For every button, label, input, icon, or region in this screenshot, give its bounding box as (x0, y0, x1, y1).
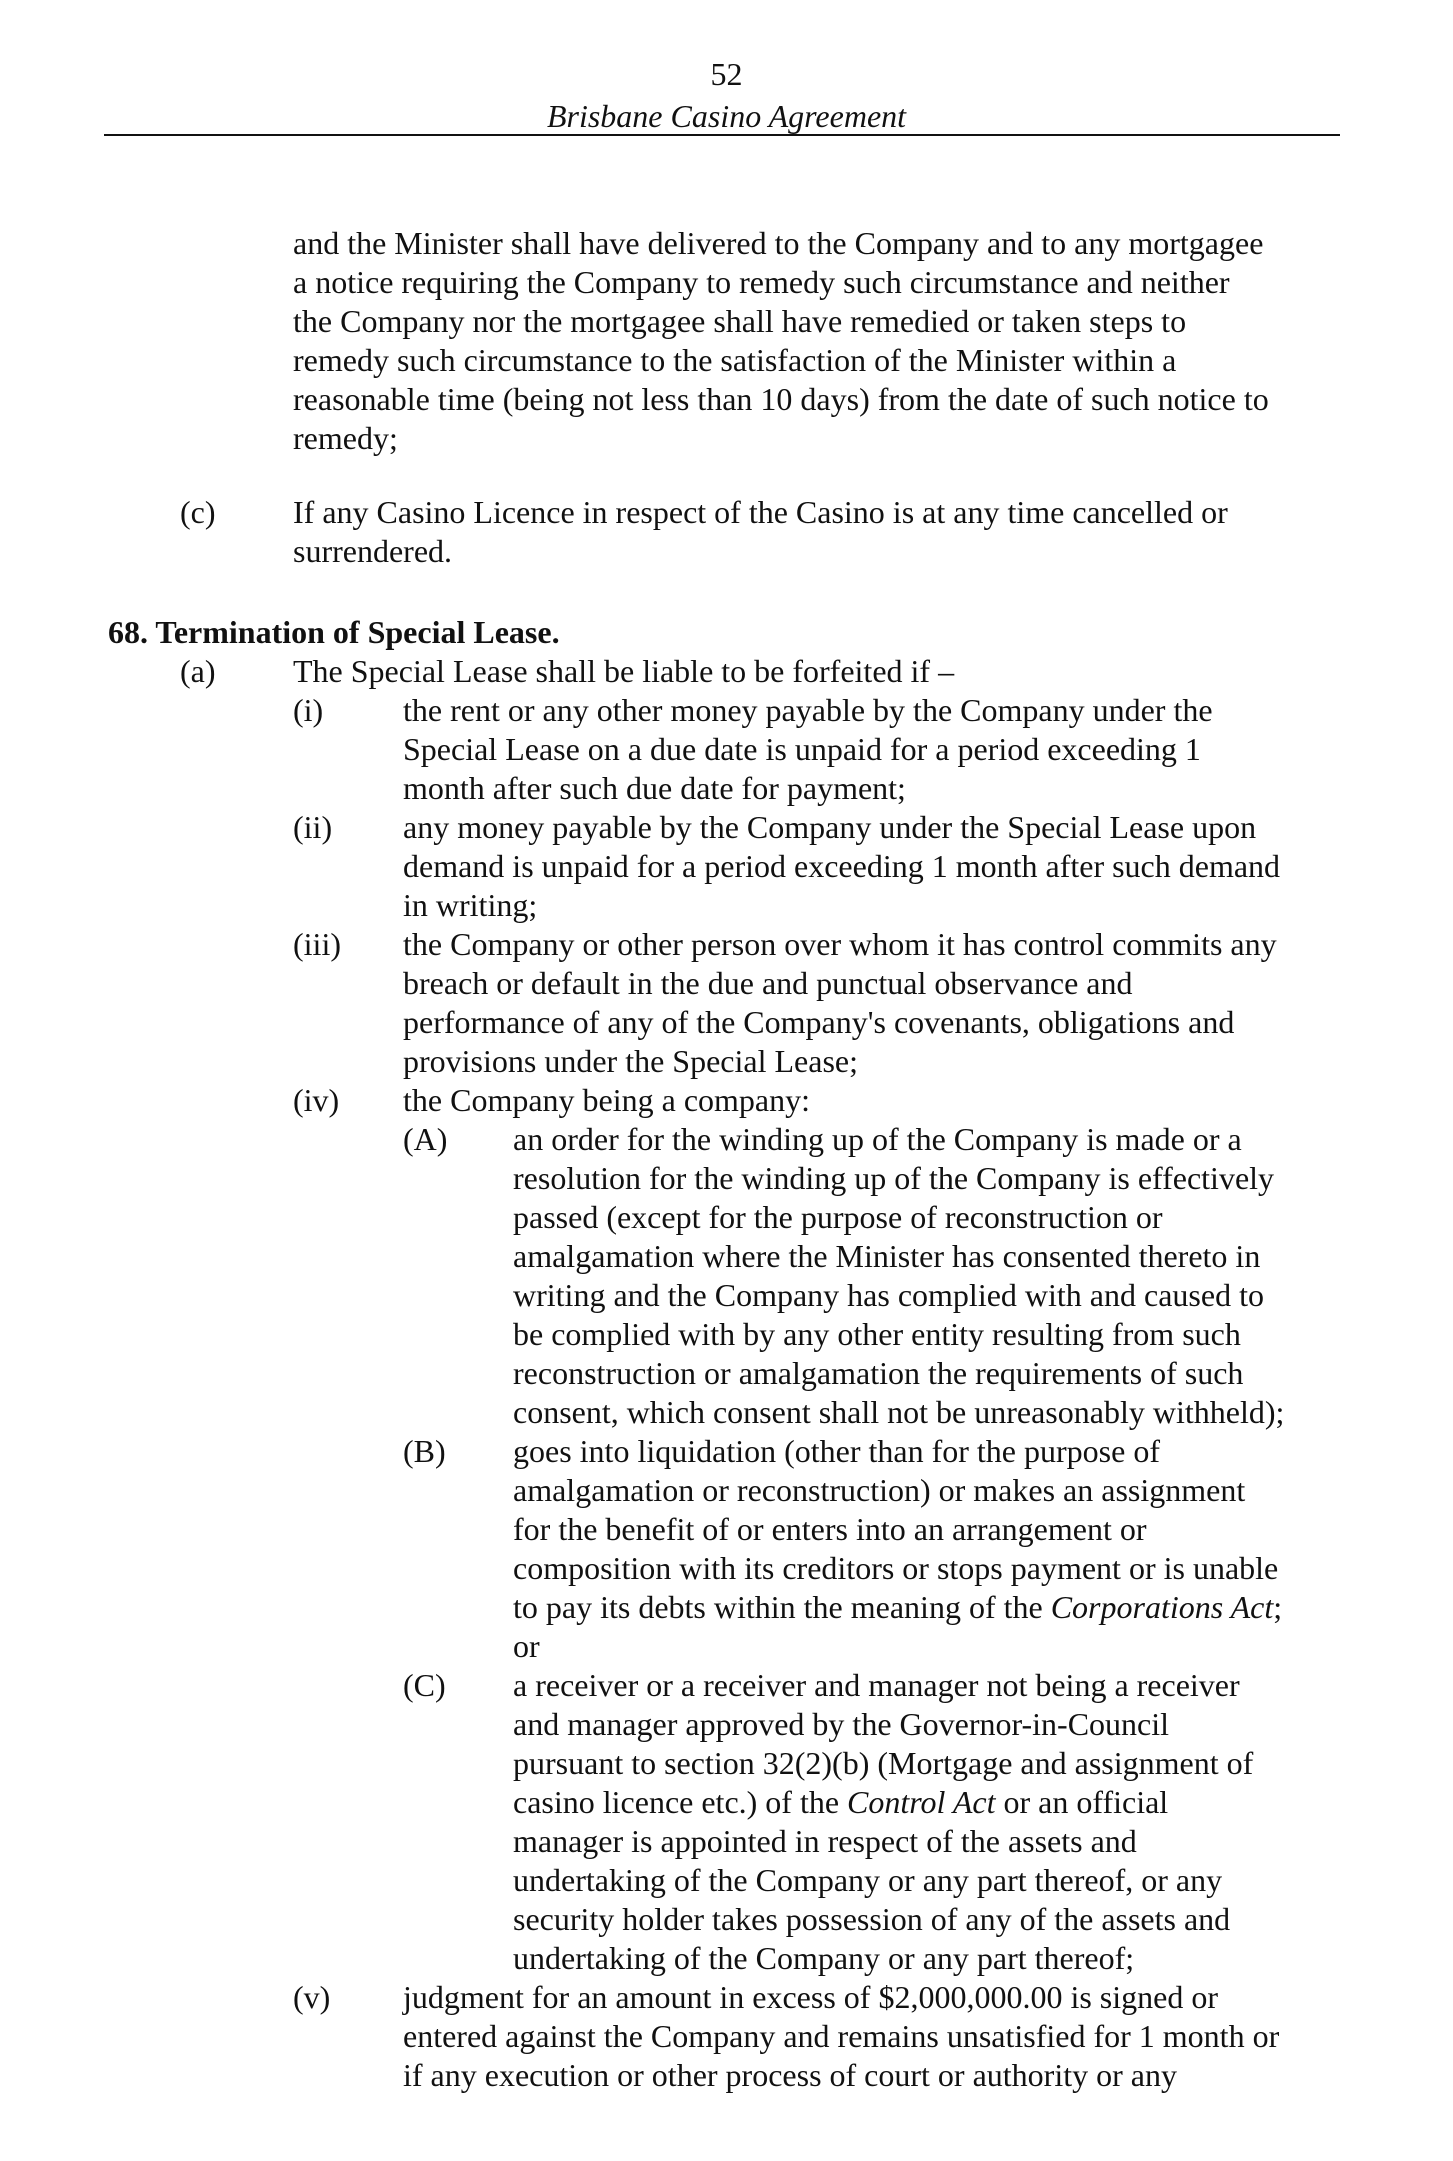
item-iii-label: (iii) (293, 926, 341, 962)
text-line: pursuant to section 32(2)(b) (Mortgage and assignment of (513, 1745, 1254, 1781)
subitem-a-text (513, 1120, 1284, 1432)
text-line: undertaking of the Company or any part thereof, or any (513, 1862, 1223, 1898)
text-line: undertaking of the Company or any part thereof; (513, 1940, 1135, 1976)
subitem-b-text (513, 1432, 1282, 1666)
text-line: month after such due date for payment; (403, 770, 906, 806)
page-number: 52 (710, 56, 743, 92)
text-line: and manager approved by the Governor-in-Council (513, 1706, 1170, 1742)
text-line: reasonable time (being not less than 10 days) from the date of such notice to (293, 381, 1269, 417)
text-line: the Company being a company: (403, 1082, 811, 1118)
text-line: judgment for an amount in excess of $2,000,000.00 is signed or (403, 1979, 1218, 2015)
text-line: provisions under the Special Lease; (403, 1043, 858, 1079)
clause-c-text (293, 493, 1228, 571)
text-line: If any Casino Licence in respect of the Casino is at any time cancelled or (293, 494, 1228, 530)
item-i-text (403, 691, 1213, 808)
act-name: Corporations Act (1050, 1589, 1274, 1625)
item-iv-text (403, 1081, 810, 1120)
text-line: or (513, 1628, 540, 1664)
header-divider (104, 134, 1340, 136)
clause-a-label: (a) (180, 653, 216, 689)
item-v-label: (v) (293, 1979, 331, 2015)
section-heading: 68. Termination of Special Lease. (108, 614, 560, 650)
text-line: entered against the Company and remains unsatisfied for 1 month or (403, 2018, 1280, 2054)
text-line: writing and the Company has complied with and caused to (513, 1277, 1264, 1313)
text-segment: to pay its debts within the meaning of the (513, 1589, 1051, 1625)
clause-c-label: (c) (180, 494, 216, 530)
item-iii-text (403, 925, 1277, 1081)
text-line: passed (except for the purpose of reconstruction or (513, 1199, 1163, 1235)
text-line: security holder takes possession of any of the assets and (513, 1901, 1231, 1937)
subitem-b-label: (B) (403, 1433, 446, 1469)
text-line: any money payable by the Company under the Special Lease upon (403, 809, 1257, 845)
text-line: and the Minister shall have delivered to the Company and to any mortgagee (293, 225, 1264, 261)
text-line: the rent or any other money payable by the Company under the (403, 692, 1213, 728)
text-line: goes into liquidation (other than for the purpose of (513, 1433, 1160, 1469)
text-line: be complied with by any other entity resulting from such (513, 1316, 1241, 1352)
text-line: a receiver or a receiver and manager not being a receiver (513, 1667, 1240, 1703)
text-line: surrendered. (293, 533, 453, 569)
text-line: remedy such circumstance to the satisfaction of the Minister within a (293, 342, 1177, 378)
text-line (513, 1783, 1253, 1822)
text-line: for the benefit of or enters into an arrangement or (513, 1511, 1147, 1547)
text-line: consent, which consent shall not be unreasonably withheld); (513, 1394, 1285, 1430)
item-i-label: (i) (293, 692, 324, 728)
text-segment: or an official (995, 1784, 1169, 1820)
text-line: performance of any of the Company's covenants, obligations and (403, 1004, 1235, 1040)
text-line: amalgamation where the Minister has consented thereto in (513, 1238, 1261, 1274)
subitem-c-label: (C) (403, 1667, 446, 1703)
text-line: amalgamation or reconstruction) or makes an assignment (513, 1472, 1246, 1508)
text-line: manager is appointed in respect of the assets and (513, 1823, 1137, 1859)
text-line: an order for the winding up of the Company is made or a (513, 1121, 1242, 1157)
item-iv-label: (iv) (293, 1082, 340, 1118)
item-ii-label: (ii) (293, 809, 333, 845)
intro-paragraph (293, 224, 1269, 458)
text-line: the Company or other person over whom it has control commits any (403, 926, 1277, 962)
text-line: a notice requiring the Company to remedy such circumstance and neither (293, 264, 1230, 300)
text-line: the Company nor the mortgagee shall have remedied or taken steps to (293, 303, 1187, 339)
text-segment: ; (1273, 1589, 1283, 1625)
text-line: remedy; (293, 420, 398, 456)
text-line (513, 1588, 1282, 1627)
document-title: Brisbane Casino Agreement (546, 98, 907, 134)
text-segment: casino licence etc.) of the (513, 1784, 848, 1820)
item-ii-text (403, 808, 1280, 925)
text-line: Special Lease on a due date is unpaid for a period exceeding 1 (403, 731, 1201, 767)
subitem-a-label: (A) (403, 1121, 448, 1157)
text-line: if any execution or other process of court or authority or any (403, 2057, 1177, 2093)
clause-a-text: The Special Lease shall be liable to be forfeited if – (293, 653, 955, 689)
text-line: composition with its creditors or stops payment or is unable (513, 1550, 1279, 1586)
text-line: in writing; (403, 887, 538, 923)
text-line: reconstruction or amalgamation the requirements of such (513, 1355, 1244, 1391)
text-line: resolution for the winding up of the Company is effectively (513, 1160, 1275, 1196)
text-line: demand is unpaid for a period exceeding 1 month after such demand (403, 848, 1281, 884)
subitem-c-text (513, 1666, 1253, 1978)
text-line: breach or default in the due and punctual observance and (403, 965, 1133, 1001)
item-v-text (403, 1978, 1279, 2095)
act-name: Control Act (847, 1784, 996, 1820)
